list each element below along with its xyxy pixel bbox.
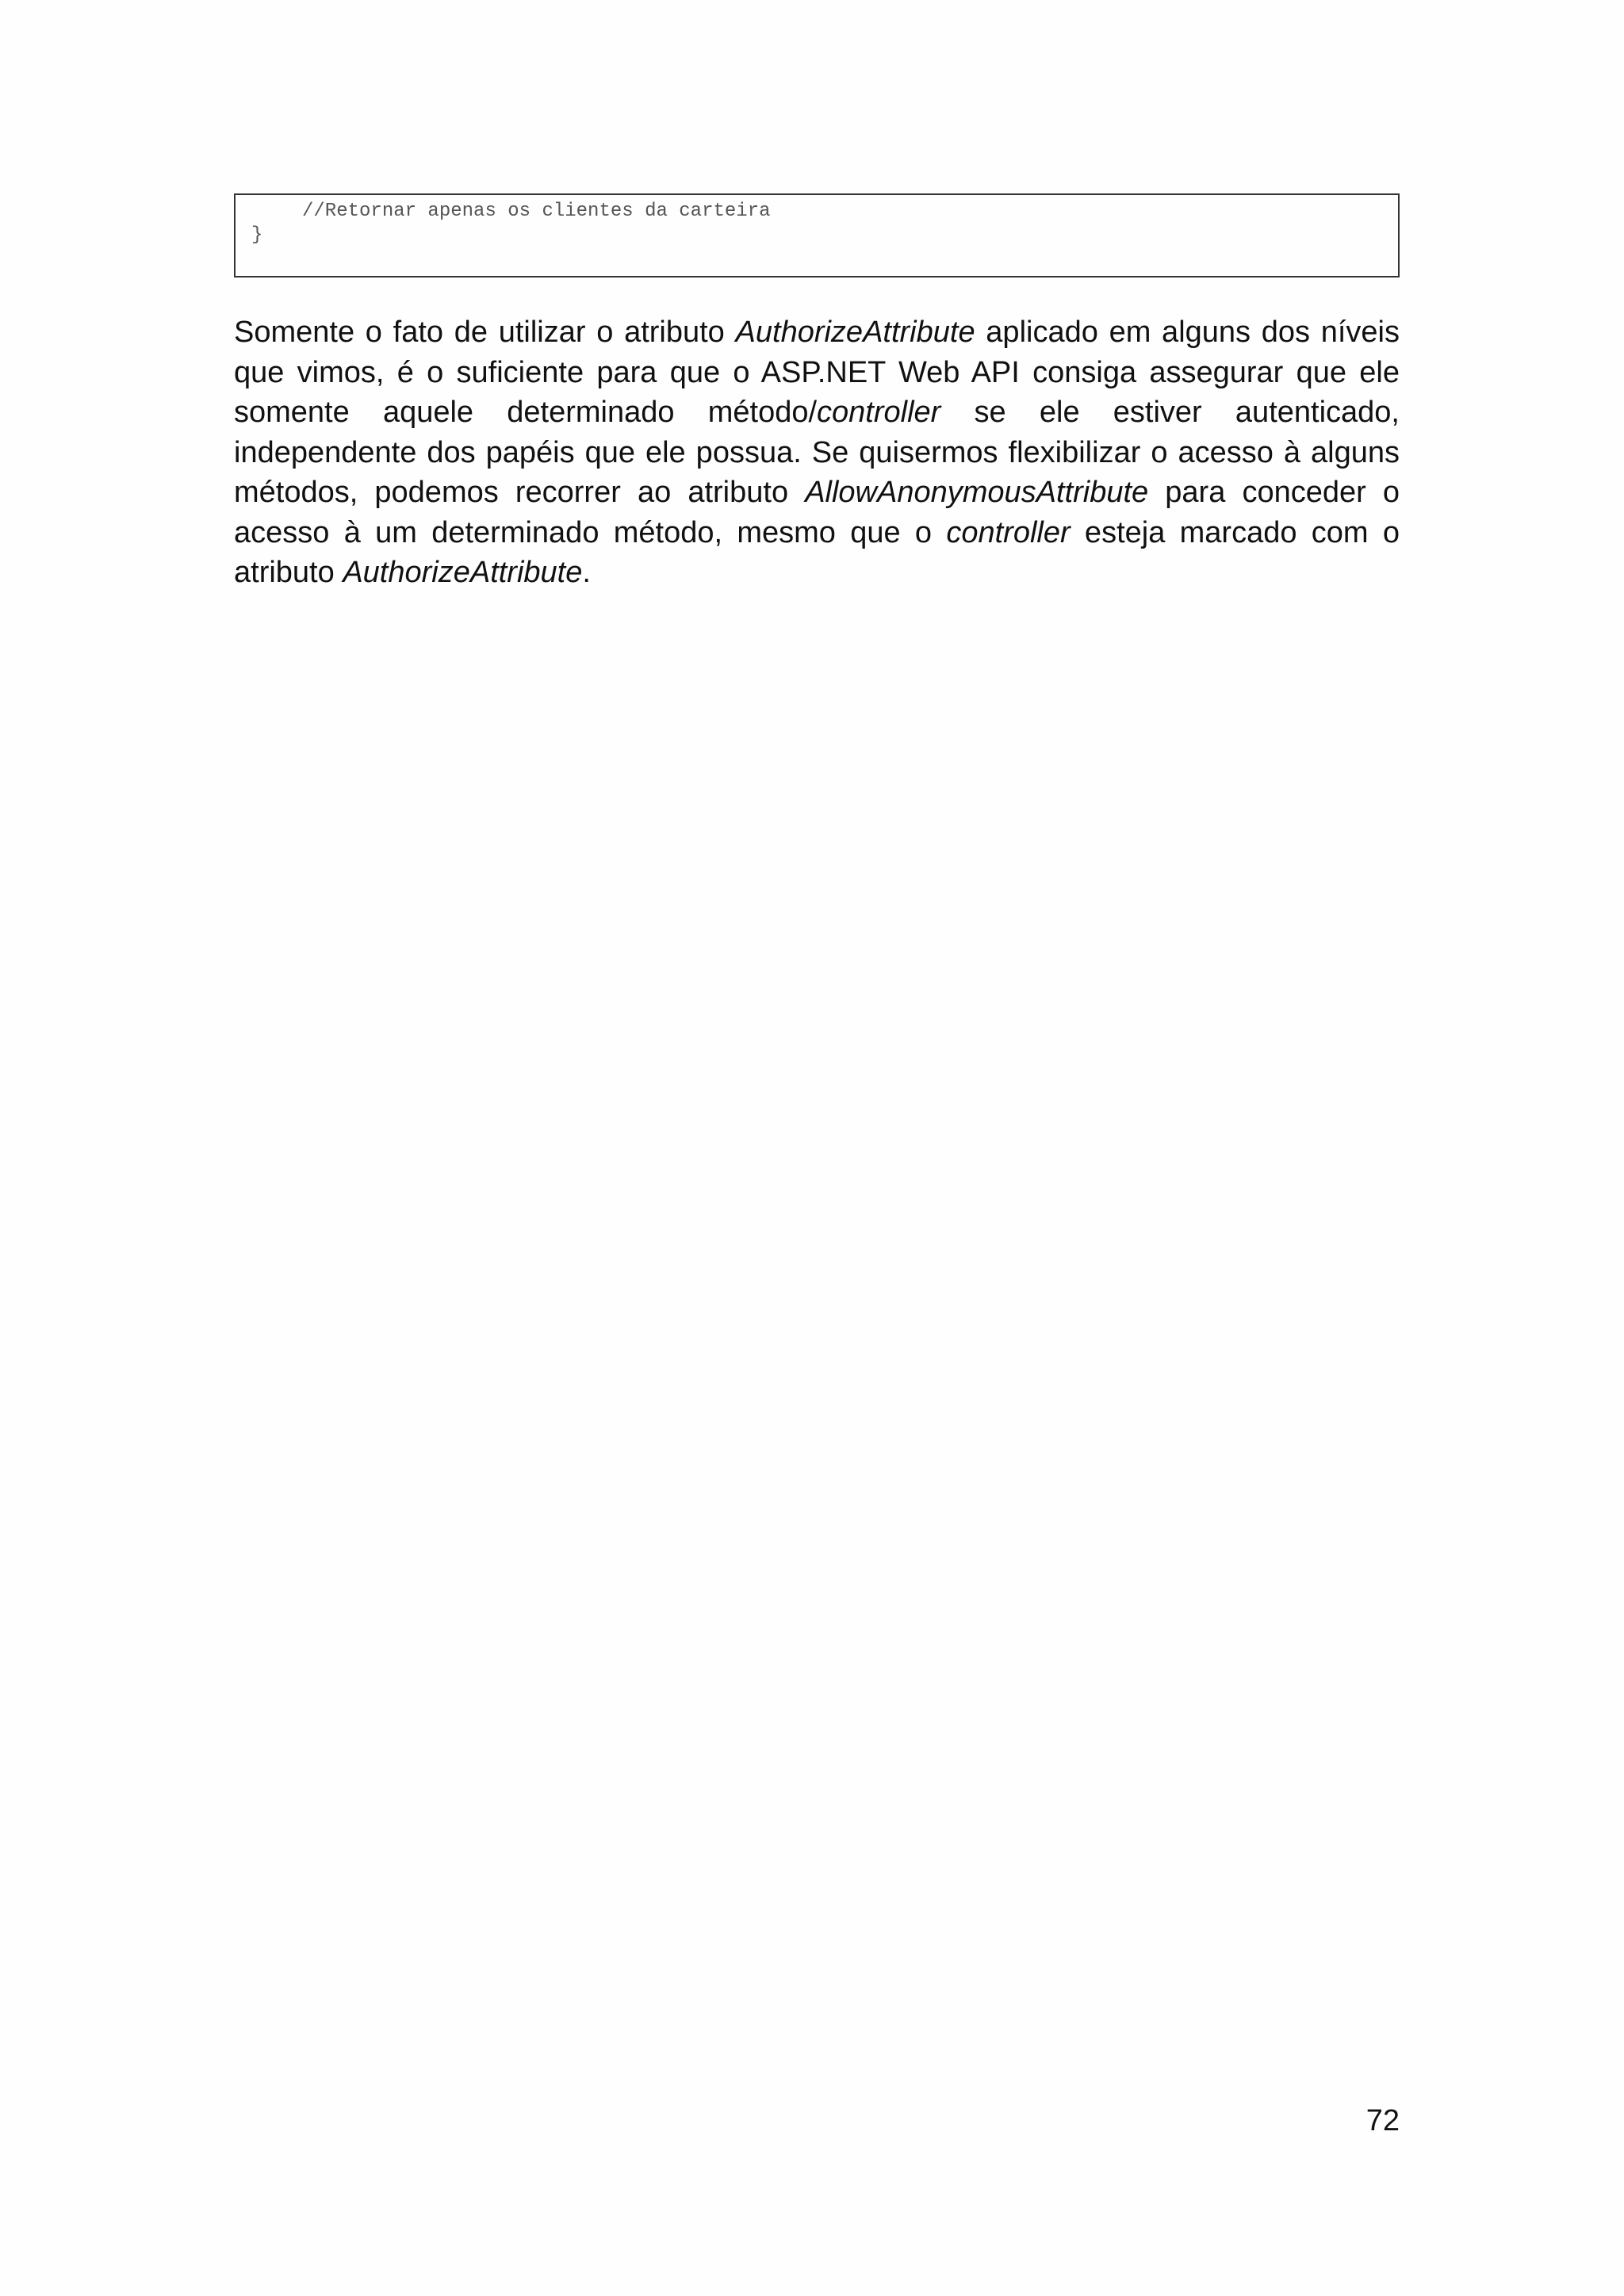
- paragraph-italic-term: AuthorizeAttribute: [343, 556, 583, 589]
- paragraph-text: Somente o fato de utilizar o atributo: [234, 316, 736, 349]
- paragraph-italic-term: controller: [817, 396, 941, 429]
- page-number: 72: [1365, 2104, 1400, 2137]
- code-line-closing-brace: }: [251, 224, 263, 246]
- paragraph-text: esteja marcado com o atributo: [234, 515, 1400, 589]
- code-block: [234, 193, 1400, 277]
- paragraph-text: se ele estiver autenticado, independente dos papéis que ele possua. Se quisermos flexibilizar o acesso à alguns métodos, podemos recorrer ao atributo: [234, 396, 1400, 509]
- paragraph-italic-term: controller: [946, 515, 1071, 549]
- code-line-comment: //Retornar apenas os clientes da carteira: [302, 201, 771, 222]
- paragraph-text: aplicado em alguns dos níveis que vimos, é o suficiente para que o ASP.NET Web API consiga assegurar que ele somente aquele determinado método/: [234, 316, 1400, 429]
- body-paragraph: [234, 312, 1400, 593]
- paragraph-italic-term: AllowAnonymousAttribute: [805, 476, 1149, 509]
- paragraph-text: .: [582, 556, 591, 589]
- paragraph-italic-term: AuthorizeAttribute: [735, 316, 975, 349]
- paragraph-text: para conceder o acesso à um determinado método, mesmo que o: [234, 476, 1400, 549]
